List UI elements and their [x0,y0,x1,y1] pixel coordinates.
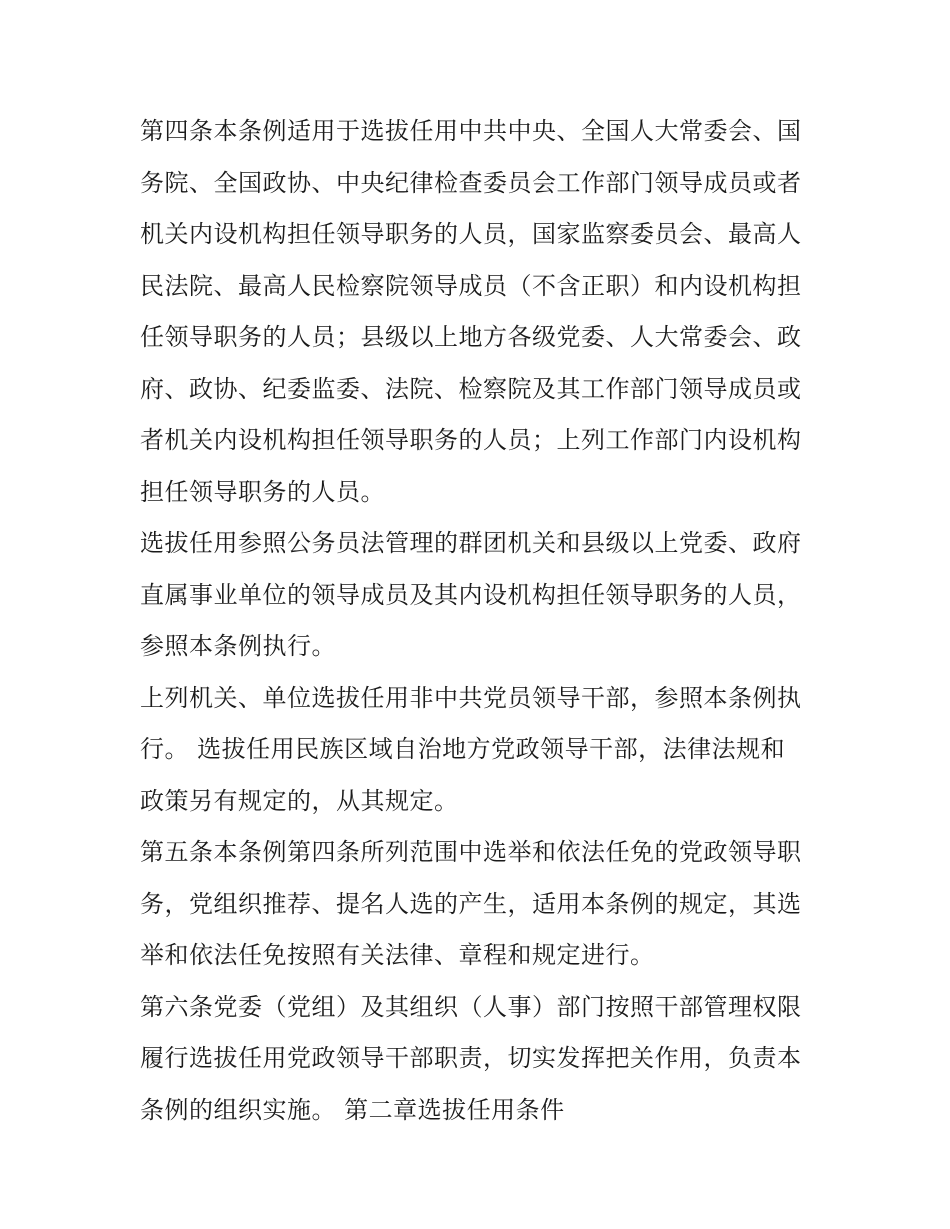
paragraph-article-4-non-party [140,673,820,828]
paragraph-article-5 [140,827,820,982]
text-line: 第四条本条例适用于选拔任用中共中央、全国人大常委会、国 [140,117,802,145]
paragraph-article-4-reference [140,518,820,673]
text-line: 直属事业单位的领导成员及其内设机构担任领导职务的人员， [140,580,802,609]
text-line: 担任领导职务的人员。 [140,477,385,506]
text-line: 者机关内设机构担任领导职务的人员；上列工作部门内设机构 [140,426,802,454]
text-line: 选拔任用参照公务员法管理的群团机关和县级以上党委、政府 [140,529,802,557]
text-line: 机关内设机构担任领导职务的人员，国家监察委员会、最高人 [140,220,802,248]
document-body [140,106,820,1136]
text-line: 履行选拔任用党政领导干部职责，切实发挥把关作用，负责本 [140,1044,802,1072]
text-line: 第六条党委（党组）及其组织（人事）部门按照干部管理权限 [140,992,802,1021]
text-line: 务院、全国政协、中央纪律检查委员会工作部门领导成员或者 [140,168,802,197]
text-line: 条例的组织实施。 第二章选拔任用条件 [140,1095,565,1124]
text-line: 民法院、最高人民检察院领导成员（不含正职）和内设机构担 [140,271,802,300]
text-line: 务，党组织推荐、提名人选的产生，适用本条例的规定，其选 [140,889,802,918]
paragraph-article-6 [140,982,820,1137]
paragraph-article-4-scope [140,106,820,518]
text-line: 第五条本条例第四条所列范围中选举和依法任免的党政领导职 [140,838,802,866]
text-line: 任领导职务的人员；县级以上地方各级党委、人大常委会、政 [140,323,802,351]
text-line: 上列机关、单位选拔任用非中共党员领导干部，参照本条例执 [140,683,802,712]
text-line: 行。 选拔任用民族区域自治地方党政领导干部，法律法规和 [140,735,786,763]
text-line: 举和依法任免按照有关法律、章程和规定进行。 [140,941,655,969]
text-line: 参照本条例执行。 [140,632,336,660]
text-line: 府、政协、纪委监委、法院、检察院及其工作部门领导成员或 [140,374,802,403]
text-line: 政策另有规定的，从其规定。 [140,786,459,815]
